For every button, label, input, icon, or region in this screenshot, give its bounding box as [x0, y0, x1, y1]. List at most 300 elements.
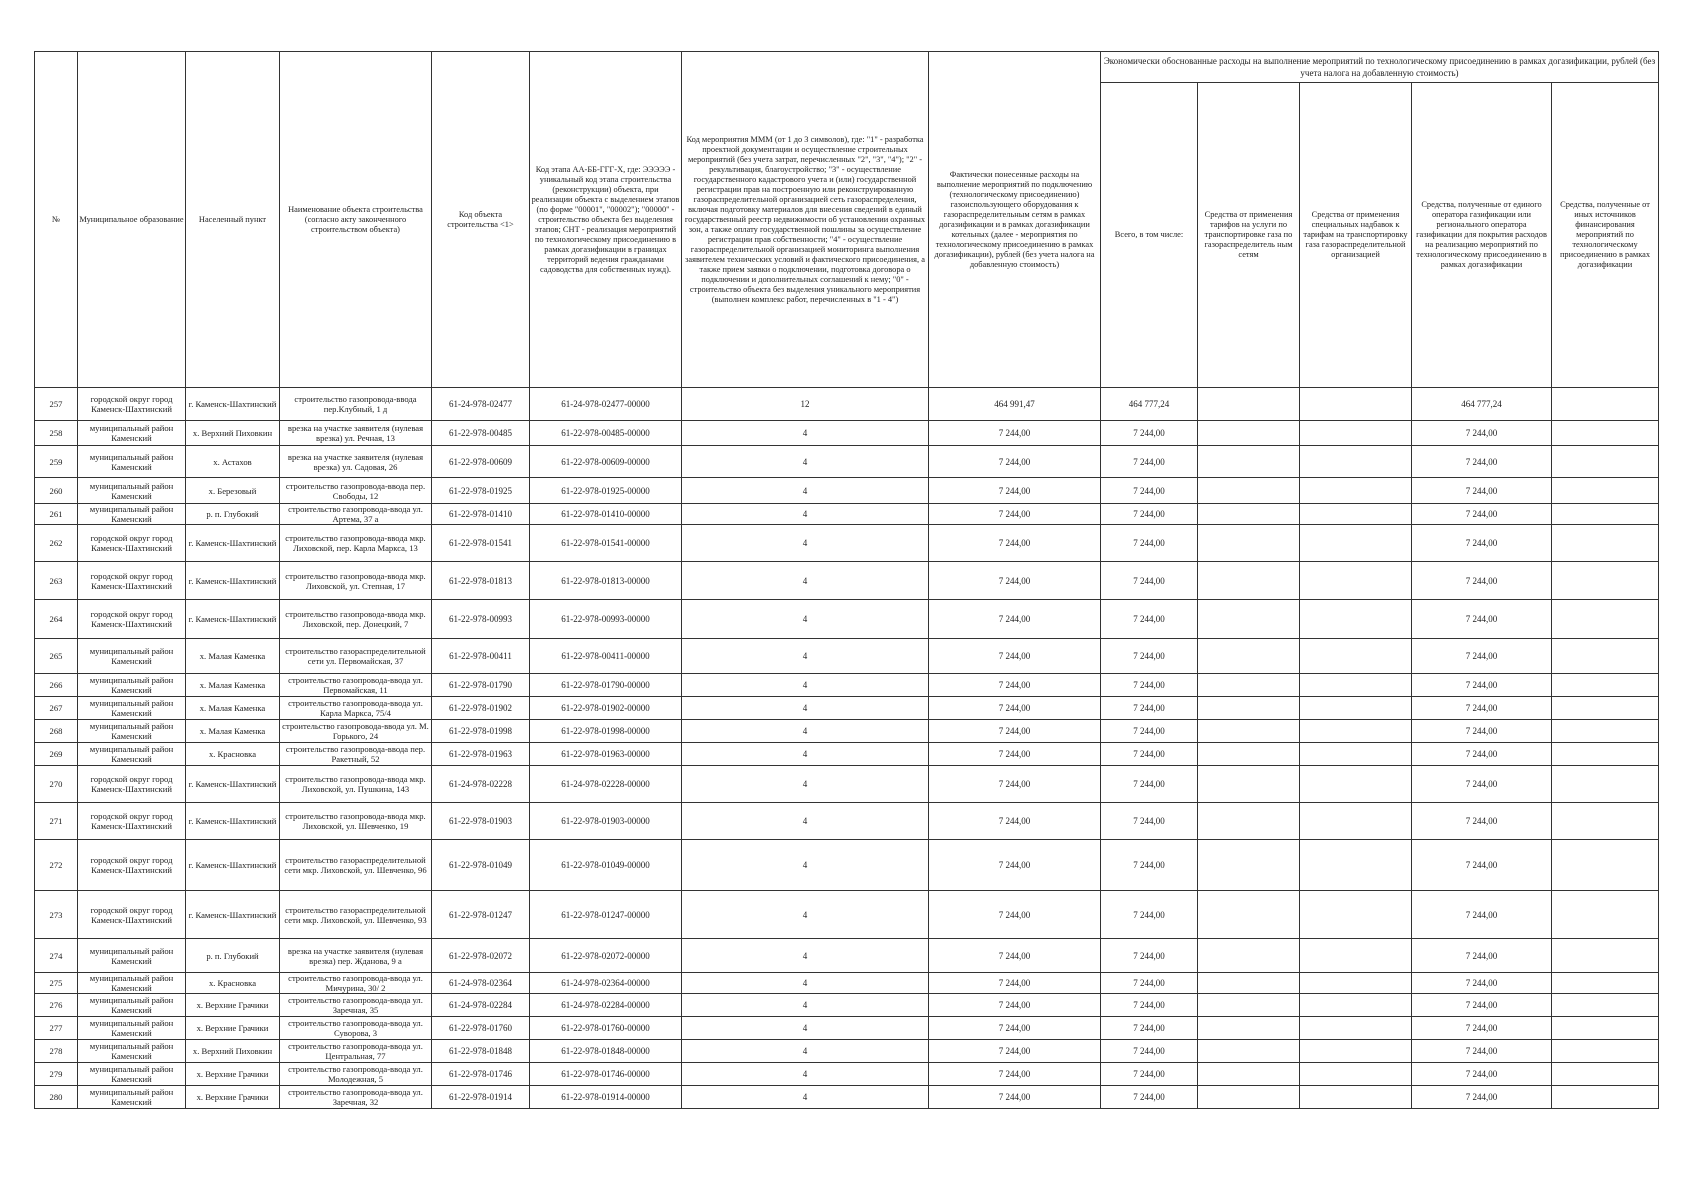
- table-row: [35, 743, 1659, 766]
- cell-stage-code: 61-22-978-01247-00000: [530, 891, 682, 939]
- cell-total: 7 244,00: [1101, 994, 1198, 1017]
- cell-tariffs: [1198, 743, 1300, 766]
- cell-object-name: строительство газопровода-ввода ул. Заречная, 32: [280, 1086, 432, 1109]
- cell-total: 7 244,00: [1101, 421, 1198, 446]
- table-body: [35, 388, 1659, 1109]
- cell-event-code: 4: [682, 674, 929, 697]
- cell-tariffs: [1198, 994, 1300, 1017]
- header-other-sources: Средства, полученные от иных источников финансирования мероприятий по технологическому присоединению в рамках догазификации: [1552, 83, 1659, 388]
- cell-municipality: городской округ город Каменск-Шахтинский: [78, 600, 186, 639]
- cell-municipality: городской округ город Каменск-Шахтинский: [78, 803, 186, 840]
- table-row: [35, 994, 1659, 1017]
- cell-tariffs: [1198, 840, 1300, 891]
- cell-surcharges: [1300, 973, 1412, 994]
- header-single-operator: Средства, полученные от единого оператора газификации или регионального оператора газификации для покрытия расходов на реализацию мероприятий по технологическому присоединению в рамках догазификации: [1412, 83, 1552, 388]
- cell-settlement: г. Каменск-Шахтинский: [186, 600, 280, 639]
- cell-settlement: х. Березовый: [186, 478, 280, 504]
- cell-other-sources: [1552, 697, 1659, 720]
- cell-event-code: 4: [682, 1063, 929, 1086]
- cell-surcharges: [1300, 803, 1412, 840]
- cell-event-code: 4: [682, 421, 929, 446]
- costs-table: [34, 51, 1659, 1109]
- cell-municipality: муниципальный район Каменский: [78, 674, 186, 697]
- cell-total: 7 244,00: [1101, 478, 1198, 504]
- cell-actual-costs: 7 244,00: [929, 421, 1101, 446]
- cell-single-operator: 7 244,00: [1412, 504, 1552, 525]
- cell-tariffs: [1198, 1017, 1300, 1040]
- table-row: [35, 446, 1659, 478]
- cell-municipality: муниципальный район Каменский: [78, 994, 186, 1017]
- cell-no: 267: [35, 697, 78, 720]
- cell-no: 271: [35, 803, 78, 840]
- table-row: [35, 766, 1659, 803]
- cell-surcharges: [1300, 766, 1412, 803]
- table-row: [35, 973, 1659, 994]
- cell-actual-costs: 7 244,00: [929, 766, 1101, 803]
- cell-stage-code: 61-22-978-01049-00000: [530, 840, 682, 891]
- cell-event-code: 4: [682, 446, 929, 478]
- cell-settlement: г. Каменск-Шахтинский: [186, 525, 280, 562]
- cell-single-operator: 7 244,00: [1412, 600, 1552, 639]
- cell-tariffs: [1198, 600, 1300, 639]
- cell-object-code: 61-22-978-01049: [432, 840, 530, 891]
- cell-object-code: 61-24-978-02364: [432, 973, 530, 994]
- cell-surcharges: [1300, 600, 1412, 639]
- cell-total: 7 244,00: [1101, 973, 1198, 994]
- cell-other-sources: [1552, 388, 1659, 421]
- cell-surcharges: [1300, 1040, 1412, 1063]
- cell-stage-code: 61-22-978-01902-00000: [530, 697, 682, 720]
- cell-surcharges: [1300, 720, 1412, 743]
- cell-total: 7 244,00: [1101, 639, 1198, 674]
- cell-object-code: 61-24-978-02284: [432, 994, 530, 1017]
- cell-single-operator: 7 244,00: [1412, 446, 1552, 478]
- cell-event-code: 4: [682, 600, 929, 639]
- cell-actual-costs: 7 244,00: [929, 446, 1101, 478]
- cell-no: 274: [35, 939, 78, 973]
- cell-no: 266: [35, 674, 78, 697]
- cell-stage-code: 61-24-978-02364-00000: [530, 973, 682, 994]
- header-total: Всего, в том числе:: [1101, 83, 1198, 388]
- cell-event-code: 4: [682, 766, 929, 803]
- cell-settlement: х. Верхний Пиховкин: [186, 1040, 280, 1063]
- cell-other-sources: [1552, 1086, 1659, 1109]
- cell-object-name: врезка на участке заявителя (нулевая врезка) ул. Садовая, 26: [280, 446, 432, 478]
- cell-actual-costs: 7 244,00: [929, 1063, 1101, 1086]
- cell-no: 268: [35, 720, 78, 743]
- cell-object-name: строительство газопровода-ввода ул. Суворова, 3: [280, 1017, 432, 1040]
- cell-stage-code: 61-22-978-00993-00000: [530, 600, 682, 639]
- cell-object-code: 61-22-978-00411: [432, 639, 530, 674]
- cell-event-code: 4: [682, 720, 929, 743]
- cell-other-sources: [1552, 600, 1659, 639]
- cell-tariffs: [1198, 803, 1300, 840]
- cell-single-operator: 7 244,00: [1412, 562, 1552, 600]
- cell-stage-code: 61-22-978-01746-00000: [530, 1063, 682, 1086]
- cell-stage-code: 61-22-978-00485-00000: [530, 421, 682, 446]
- cell-tariffs: [1198, 504, 1300, 525]
- cell-object-code: 61-22-978-01790: [432, 674, 530, 697]
- cell-other-sources: [1552, 478, 1659, 504]
- cell-municipality: муниципальный район Каменский: [78, 421, 186, 446]
- header-settlement: Населенный пункт: [186, 52, 280, 388]
- cell-object-code: 61-22-978-01746: [432, 1063, 530, 1086]
- cell-single-operator: 7 244,00: [1412, 803, 1552, 840]
- cell-actual-costs: 7 244,00: [929, 939, 1101, 973]
- cell-object-name: строительство газопровода-ввода мкр. Лиховской, пер. Донецкий, 7: [280, 600, 432, 639]
- cell-actual-costs: 7 244,00: [929, 600, 1101, 639]
- cell-no: 260: [35, 478, 78, 504]
- cell-actual-costs: 7 244,00: [929, 994, 1101, 1017]
- cell-event-code: 4: [682, 697, 929, 720]
- cell-surcharges: [1300, 939, 1412, 973]
- cell-stage-code: 61-22-978-01925-00000: [530, 478, 682, 504]
- cell-stage-code: 61-22-978-00411-00000: [530, 639, 682, 674]
- cell-other-sources: [1552, 446, 1659, 478]
- cell-event-code: 4: [682, 525, 929, 562]
- cell-actual-costs: 7 244,00: [929, 1040, 1101, 1063]
- cell-settlement: г. Каменск-Шахтинский: [186, 840, 280, 891]
- cell-total: 7 244,00: [1101, 743, 1198, 766]
- cell-object-code: 61-22-978-01541: [432, 525, 530, 562]
- cell-object-code: 61-22-978-01925: [432, 478, 530, 504]
- cell-actual-costs: 7 244,00: [929, 697, 1101, 720]
- cell-event-code: 4: [682, 973, 929, 994]
- cell-surcharges: [1300, 639, 1412, 674]
- cell-actual-costs: 7 244,00: [929, 743, 1101, 766]
- cell-municipality: муниципальный район Каменский: [78, 478, 186, 504]
- cell-object-code: 61-22-978-00485: [432, 421, 530, 446]
- cell-actual-costs: 7 244,00: [929, 1086, 1101, 1109]
- cell-actual-costs: 7 244,00: [929, 973, 1101, 994]
- header-surcharges: Средства от применения специальных надбавок к тарифам на транспортировку газа газораспределительной организацией: [1300, 83, 1412, 388]
- cell-actual-costs: 7 244,00: [929, 562, 1101, 600]
- cell-single-operator: 7 244,00: [1412, 743, 1552, 766]
- cell-total: 7 244,00: [1101, 1040, 1198, 1063]
- cell-total: 7 244,00: [1101, 1086, 1198, 1109]
- cell-stage-code: 61-22-978-02072-00000: [530, 939, 682, 973]
- cell-actual-costs: 7 244,00: [929, 639, 1101, 674]
- cell-stage-code: 61-22-978-00609-00000: [530, 446, 682, 478]
- cell-total: 7 244,00: [1101, 504, 1198, 525]
- cell-settlement: г. Каменск-Шахтинский: [186, 388, 280, 421]
- cell-object-name: строительство газопровода-ввода пер. Ракетный, 52: [280, 743, 432, 766]
- cell-single-operator: 7 244,00: [1412, 478, 1552, 504]
- cell-no: 275: [35, 973, 78, 994]
- cell-no: 269: [35, 743, 78, 766]
- cell-event-code: 4: [682, 803, 929, 840]
- cell-no: 272: [35, 840, 78, 891]
- cell-event-code: 4: [682, 994, 929, 1017]
- cell-object-name: строительство газораспределительной сети мкр. Лиховской, ул. Шевченко, 93: [280, 891, 432, 939]
- cell-event-code: 4: [682, 743, 929, 766]
- cell-actual-costs: 7 244,00: [929, 525, 1101, 562]
- table-row: [35, 525, 1659, 562]
- cell-stage-code: 61-22-978-01998-00000: [530, 720, 682, 743]
- cell-no: 270: [35, 766, 78, 803]
- cell-actual-costs: 7 244,00: [929, 674, 1101, 697]
- cell-object-code: 61-24-978-02477: [432, 388, 530, 421]
- cell-no: 280: [35, 1086, 78, 1109]
- cell-object-name: строительство газопровода-ввода пер. Свободы, 12: [280, 478, 432, 504]
- cell-surcharges: [1300, 994, 1412, 1017]
- cell-tariffs: [1198, 939, 1300, 973]
- cell-object-name: строительство газораспределительной сети ул. Первомайская, 37: [280, 639, 432, 674]
- cell-other-sources: [1552, 891, 1659, 939]
- cell-object-code: 61-22-978-01760: [432, 1017, 530, 1040]
- cell-surcharges: [1300, 674, 1412, 697]
- cell-single-operator: 7 244,00: [1412, 994, 1552, 1017]
- cell-other-sources: [1552, 803, 1659, 840]
- cell-no: 276: [35, 994, 78, 1017]
- cell-single-operator: 464 777,24: [1412, 388, 1552, 421]
- cell-total: 7 244,00: [1101, 766, 1198, 803]
- cell-event-code: 4: [682, 840, 929, 891]
- cell-actual-costs: 7 244,00: [929, 891, 1101, 939]
- cell-surcharges: [1300, 446, 1412, 478]
- cell-tariffs: [1198, 1086, 1300, 1109]
- cell-municipality: городской округ город Каменск-Шахтинский: [78, 766, 186, 803]
- cell-municipality: городской округ город Каменск-Шахтинский: [78, 891, 186, 939]
- cell-settlement: х. Верхние Грачики: [186, 1086, 280, 1109]
- cell-surcharges: [1300, 1017, 1412, 1040]
- cell-settlement: р. п. Глубокий: [186, 504, 280, 525]
- cell-object-code: 61-22-978-01848: [432, 1040, 530, 1063]
- cell-tariffs: [1198, 478, 1300, 504]
- table-row: [35, 562, 1659, 600]
- cell-total: 7 244,00: [1101, 840, 1198, 891]
- table-row: [35, 1040, 1659, 1063]
- cell-tariffs: [1198, 639, 1300, 674]
- cell-municipality: муниципальный район Каменский: [78, 1017, 186, 1040]
- cell-surcharges: [1300, 1063, 1412, 1086]
- cell-other-sources: [1552, 973, 1659, 994]
- table-row: [35, 1086, 1659, 1109]
- cell-settlement: х. Малая Каменка: [186, 674, 280, 697]
- cell-object-name: строительство газораспределительной сети мкр. Лиховской, ул. Шевченко, 96: [280, 840, 432, 891]
- cell-municipality: муниципальный район Каменский: [78, 1086, 186, 1109]
- cell-single-operator: 7 244,00: [1412, 697, 1552, 720]
- cell-actual-costs: 7 244,00: [929, 1017, 1101, 1040]
- cell-event-code: 4: [682, 639, 929, 674]
- cell-tariffs: [1198, 421, 1300, 446]
- cell-no: 261: [35, 504, 78, 525]
- cell-total: 7 244,00: [1101, 697, 1198, 720]
- header-municipality: Муниципальное образование: [78, 52, 186, 388]
- cell-tariffs: [1198, 562, 1300, 600]
- cell-object-name: строительство газопровода-ввода мкр. Лиховской, ул. Пушкина, 143: [280, 766, 432, 803]
- cell-single-operator: 7 244,00: [1412, 939, 1552, 973]
- cell-no: 259: [35, 446, 78, 478]
- cell-stage-code: 61-22-978-01760-00000: [530, 1017, 682, 1040]
- cell-settlement: х. Малая Каменка: [186, 720, 280, 743]
- cell-object-code: 61-22-978-01998: [432, 720, 530, 743]
- header-object-name: Наименование объекта строительства (согласно акту законченного строительством объекта): [280, 52, 432, 388]
- cell-other-sources: [1552, 939, 1659, 973]
- cell-surcharges: [1300, 697, 1412, 720]
- cell-object-code: 61-22-978-01963: [432, 743, 530, 766]
- cell-surcharges: [1300, 1086, 1412, 1109]
- cell-stage-code: 61-22-978-01903-00000: [530, 803, 682, 840]
- header-object-code: Код объекта строительства <1>: [432, 52, 530, 388]
- cell-surcharges: [1300, 743, 1412, 766]
- cell-municipality: городской округ город Каменск-Шахтинский: [78, 562, 186, 600]
- cell-event-code: 4: [682, 1086, 929, 1109]
- cell-settlement: г. Каменск-Шахтинский: [186, 803, 280, 840]
- cell-single-operator: 7 244,00: [1412, 766, 1552, 803]
- cell-object-name: строительство газопровода-ввода ул. Центральная, 77: [280, 1040, 432, 1063]
- cell-single-operator: 7 244,00: [1412, 1086, 1552, 1109]
- cell-municipality: муниципальный район Каменский: [78, 973, 186, 994]
- cell-stage-code: 61-24-978-02284-00000: [530, 994, 682, 1017]
- cell-other-sources: [1552, 720, 1659, 743]
- cell-object-name: строительство газопровода-ввода ул. Первомайская, 11: [280, 674, 432, 697]
- cell-other-sources: [1552, 1017, 1659, 1040]
- cell-other-sources: [1552, 674, 1659, 697]
- cell-single-operator: 7 244,00: [1412, 720, 1552, 743]
- cell-settlement: г. Каменск-Шахтинский: [186, 766, 280, 803]
- cell-surcharges: [1300, 421, 1412, 446]
- cell-object-code: 61-22-978-01247: [432, 891, 530, 939]
- cell-tariffs: [1198, 525, 1300, 562]
- cell-object-name: строительство газопровода-ввода ул. Карла Маркса, 75/4: [280, 697, 432, 720]
- cell-object-code: 61-22-978-01902: [432, 697, 530, 720]
- cell-stage-code: 61-24-978-02228-00000: [530, 766, 682, 803]
- cell-event-code: 4: [682, 504, 929, 525]
- table-row: [35, 1017, 1659, 1040]
- cell-object-code: 61-22-978-00993: [432, 600, 530, 639]
- cell-tariffs: [1198, 891, 1300, 939]
- cell-no: 258: [35, 421, 78, 446]
- cell-municipality: муниципальный район Каменский: [78, 639, 186, 674]
- cell-surcharges: [1300, 525, 1412, 562]
- cell-single-operator: 7 244,00: [1412, 973, 1552, 994]
- cell-settlement: г. Каменск-Шахтинский: [186, 891, 280, 939]
- cell-event-code: 4: [682, 1017, 929, 1040]
- cell-single-operator: 7 244,00: [1412, 1040, 1552, 1063]
- header-group-justified-costs: Экономически обоснованные расходы на выполнение мероприятий по технологическому присоединению в рамках догазификации, рублей (без учета налога на добавленную стоимость): [1101, 52, 1659, 83]
- cell-tariffs: [1198, 1063, 1300, 1086]
- cell-total: 7 244,00: [1101, 1017, 1198, 1040]
- cell-object-code: 61-22-978-01903: [432, 803, 530, 840]
- cell-single-operator: 7 244,00: [1412, 1017, 1552, 1040]
- cell-no: 257: [35, 388, 78, 421]
- cell-single-operator: 7 244,00: [1412, 840, 1552, 891]
- cell-object-code: 61-22-978-02072: [432, 939, 530, 973]
- table-row: [35, 803, 1659, 840]
- cell-single-operator: 7 244,00: [1412, 674, 1552, 697]
- cell-total: 7 244,00: [1101, 720, 1198, 743]
- cell-tariffs: [1198, 697, 1300, 720]
- cell-municipality: городской округ город Каменск-Шахтинский: [78, 840, 186, 891]
- cell-object-name: строительство газопровода-ввода ул. Мичурина, 30/ 2: [280, 973, 432, 994]
- tariff-table-sheet: [34, 51, 1659, 1109]
- cell-tariffs: [1198, 973, 1300, 994]
- cell-event-code: 4: [682, 939, 929, 973]
- cell-actual-costs: 7 244,00: [929, 803, 1101, 840]
- cell-object-name: строительство газопровода-ввода ул. Артема, 37 а: [280, 504, 432, 525]
- cell-object-code: 61-24-978-02228: [432, 766, 530, 803]
- cell-settlement: р. п. Глубокий: [186, 939, 280, 973]
- cell-single-operator: 7 244,00: [1412, 1063, 1552, 1086]
- cell-stage-code: 61-22-978-01848-00000: [530, 1040, 682, 1063]
- cell-other-sources: [1552, 562, 1659, 600]
- table-row: [35, 674, 1659, 697]
- cell-settlement: х. Красновка: [186, 973, 280, 994]
- cell-no: 264: [35, 600, 78, 639]
- cell-tariffs: [1198, 674, 1300, 697]
- cell-object-name: врезка на участке заявителя (нулевая врезка) ул. Речная, 13: [280, 421, 432, 446]
- header-actual-costs: Фактически понесенные расходы на выполнение мероприятий по подключению (технологическому присоединению) газоиспользующего оборудования к газораспределительным сетям в рамках догазификации и в рамках догазификации котельных (далее - мероприятия по технологическому присоединению в рамках догазификации), рублей (без учета налога на добавленную стоимость): [929, 52, 1101, 388]
- cell-object-name: строительство газопровода-ввода пер.Клубный, 1 д: [280, 388, 432, 421]
- cell-total: 7 244,00: [1101, 446, 1198, 478]
- cell-settlement: г. Каменск-Шахтинский: [186, 562, 280, 600]
- cell-single-operator: 7 244,00: [1412, 421, 1552, 446]
- cell-total: 7 244,00: [1101, 525, 1198, 562]
- cell-settlement: х. Астахов: [186, 446, 280, 478]
- cell-other-sources: [1552, 639, 1659, 674]
- cell-event-code: 4: [682, 891, 929, 939]
- cell-total: 7 244,00: [1101, 891, 1198, 939]
- header-no: №: [35, 52, 78, 388]
- cell-other-sources: [1552, 1063, 1659, 1086]
- cell-other-sources: [1552, 504, 1659, 525]
- cell-other-sources: [1552, 1040, 1659, 1063]
- cell-event-code: 4: [682, 1040, 929, 1063]
- table-row: [35, 421, 1659, 446]
- cell-stage-code: 61-22-978-01790-00000: [530, 674, 682, 697]
- cell-surcharges: [1300, 840, 1412, 891]
- cell-surcharges: [1300, 478, 1412, 504]
- cell-stage-code: 61-22-978-01914-00000: [530, 1086, 682, 1109]
- cell-other-sources: [1552, 840, 1659, 891]
- cell-actual-costs: 7 244,00: [929, 478, 1101, 504]
- cell-total: 7 244,00: [1101, 1063, 1198, 1086]
- table-row: [35, 600, 1659, 639]
- cell-total: 7 244,00: [1101, 674, 1198, 697]
- table-row: [35, 478, 1659, 504]
- cell-event-code: 12: [682, 388, 929, 421]
- cell-object-code: 61-22-978-01813: [432, 562, 530, 600]
- cell-other-sources: [1552, 743, 1659, 766]
- cell-settlement: х. Малая Каменка: [186, 697, 280, 720]
- table-header: [35, 52, 1659, 388]
- cell-settlement: х. Верхние Грачики: [186, 1017, 280, 1040]
- cell-surcharges: [1300, 891, 1412, 939]
- cell-no: 263: [35, 562, 78, 600]
- cell-single-operator: 7 244,00: [1412, 891, 1552, 939]
- table-row: [35, 504, 1659, 525]
- table-row: [35, 891, 1659, 939]
- cell-settlement: х. Красновка: [186, 743, 280, 766]
- cell-surcharges: [1300, 562, 1412, 600]
- cell-municipality: городской округ город Каменск-Шахтинский: [78, 388, 186, 421]
- cell-total: 7 244,00: [1101, 562, 1198, 600]
- cell-no: 279: [35, 1063, 78, 1086]
- table-row: [35, 639, 1659, 674]
- cell-municipality: муниципальный район Каменский: [78, 939, 186, 973]
- cell-object-code: 61-22-978-01914: [432, 1086, 530, 1109]
- cell-no: 265: [35, 639, 78, 674]
- cell-no: 277: [35, 1017, 78, 1040]
- cell-total: 464 777,24: [1101, 388, 1198, 421]
- cell-municipality: городской округ город Каменск-Шахтинский: [78, 525, 186, 562]
- cell-object-code: 61-22-978-00609: [432, 446, 530, 478]
- cell-other-sources: [1552, 994, 1659, 1017]
- cell-stage-code: 61-24-978-02477-00000: [530, 388, 682, 421]
- cell-municipality: муниципальный район Каменский: [78, 504, 186, 525]
- cell-object-code: 61-22-978-01410: [432, 504, 530, 525]
